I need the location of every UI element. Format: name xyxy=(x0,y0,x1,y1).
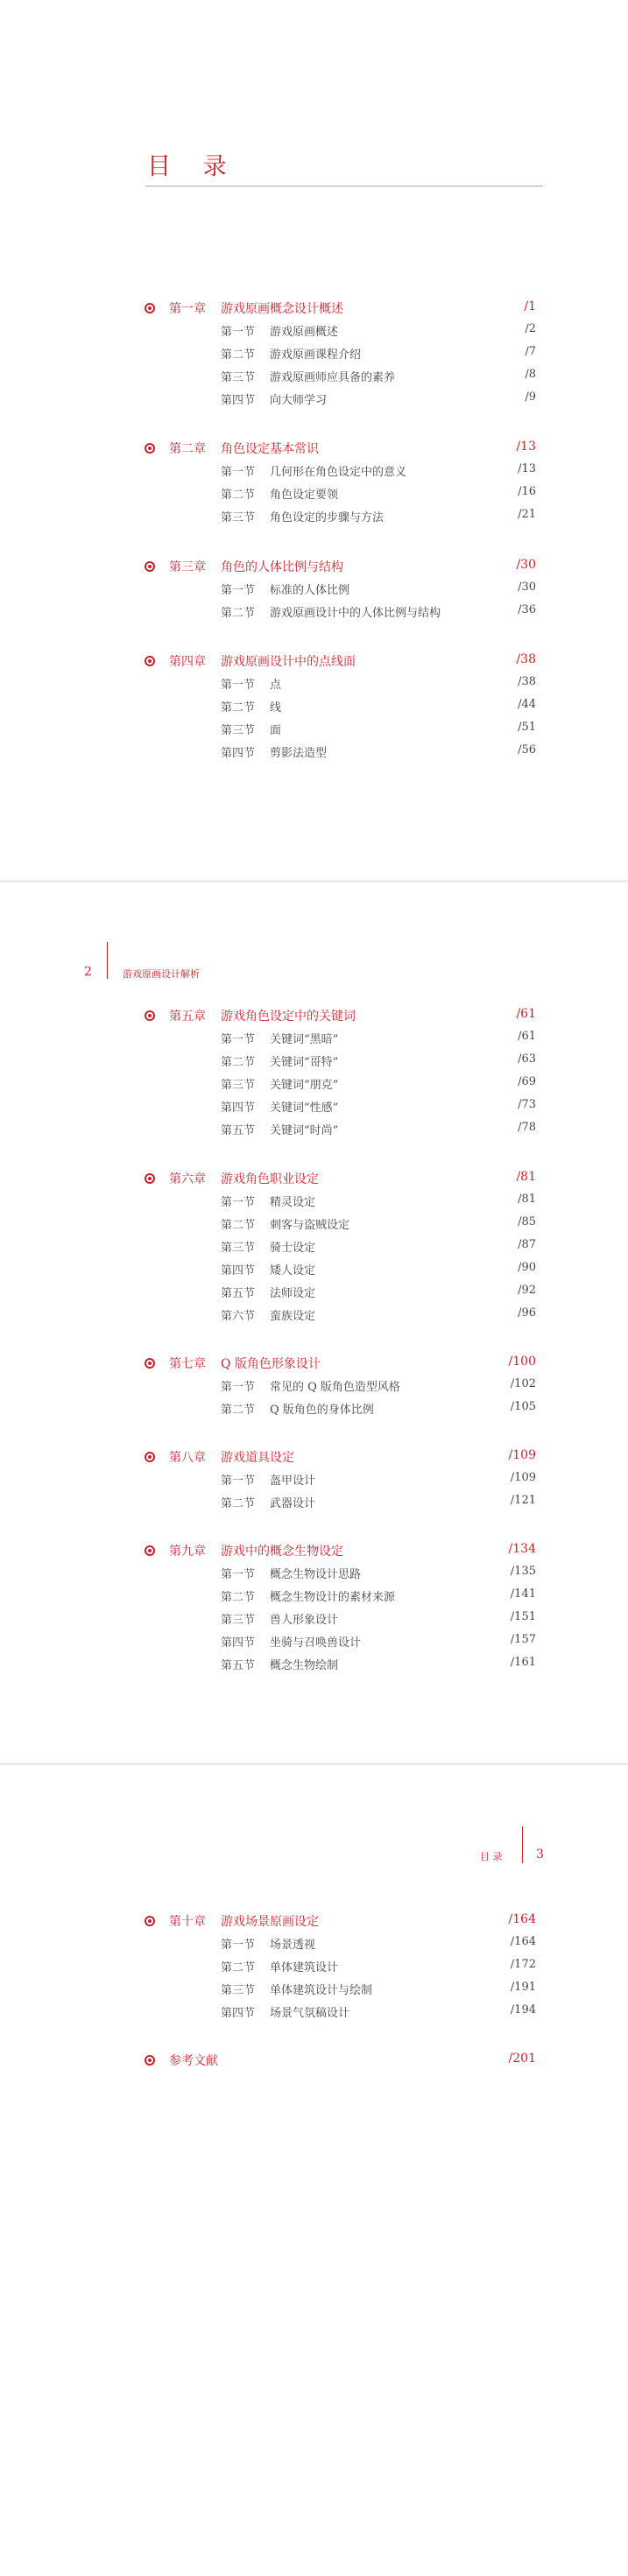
section-page: /157 xyxy=(510,1633,536,1646)
section-page: /164 xyxy=(510,1935,536,1948)
section-title: 游戏原画课程介绍 xyxy=(270,348,362,362)
section-label: 第三节 xyxy=(221,371,256,384)
section-entry[interactable] xyxy=(0,1957,628,1980)
section-label: 第五节 xyxy=(221,1287,256,1300)
section-entry[interactable] xyxy=(0,507,628,530)
section-label: 第一节 xyxy=(221,1033,256,1046)
chapter-label: 第六章 xyxy=(169,1172,206,1186)
section-label: 第三节 xyxy=(221,1614,256,1627)
chapter-bullet-icon xyxy=(145,1010,155,1021)
section-title: 矮人设定 xyxy=(270,1264,316,1277)
section-page: /172 xyxy=(510,1958,536,1971)
section-label: 第三节 xyxy=(221,1984,256,1997)
section-label: 第一节 xyxy=(221,1381,256,1394)
section-label: 第一节 xyxy=(221,584,256,597)
toc-chapter xyxy=(0,299,628,412)
section-label: 第四节 xyxy=(221,2007,256,2020)
section-entry[interactable] xyxy=(0,390,628,412)
chapter-label: 第三章 xyxy=(169,560,206,574)
section-title: 概念生物设计的素材来源 xyxy=(270,1591,396,1604)
chapter-title: 游戏角色职业设定 xyxy=(221,1172,319,1186)
section-title: 线 xyxy=(270,701,282,714)
section-label: 第二节 xyxy=(221,1056,256,1069)
section-label: 第三节 xyxy=(221,1242,256,1255)
section-page: /191 xyxy=(510,1981,536,1994)
toc-chapter xyxy=(0,1169,628,1328)
section-title: 剪影法造型 xyxy=(270,747,328,760)
section-title: 点 xyxy=(270,679,282,692)
chapter-page: /81 xyxy=(516,1170,536,1184)
section-label: 第一节 xyxy=(221,466,256,479)
section-title: 常见的 Q 版角色造型风格 xyxy=(270,1381,400,1394)
chapter-entry[interactable] xyxy=(0,1911,628,1934)
chapter-label: 参考文献 xyxy=(169,2054,218,2068)
section-title: 单体建筑设计与绘制 xyxy=(270,1984,373,1997)
section-title: 武器设计 xyxy=(270,1497,316,1510)
section-page: /21 xyxy=(518,508,536,521)
chapter-bullet-icon xyxy=(145,656,155,666)
section-label: 第二节 xyxy=(221,607,256,620)
chapter-bullet-icon xyxy=(145,303,155,313)
section-entry[interactable] xyxy=(0,1587,628,1609)
running-title: 游戏原画设计解析 xyxy=(123,968,200,980)
section-entry[interactable] xyxy=(0,720,628,743)
header-divider xyxy=(522,1826,523,1863)
section-label: 第二节 xyxy=(221,1219,256,1232)
toc-chapter xyxy=(0,1354,628,1422)
chapter-bullet-icon xyxy=(145,2055,155,2066)
section-page: /44 xyxy=(518,698,536,711)
chapter-title: 游戏原画设计中的点线面 xyxy=(221,655,356,669)
section-title: 蛮族设定 xyxy=(270,1310,316,1323)
section-label: 第四节 xyxy=(221,747,256,760)
chapter-page: /1 xyxy=(524,299,536,313)
section-label: 第一节 xyxy=(221,1196,256,1209)
page-number: 3 xyxy=(536,1848,544,1862)
section-title: 刺客与盗贼设定 xyxy=(270,1219,350,1232)
chapter-title: 游戏道具设定 xyxy=(221,1451,294,1465)
chapter-entry[interactable] xyxy=(0,439,628,461)
chapter-bullet-icon xyxy=(145,443,155,454)
section-page: /85 xyxy=(518,1215,536,1228)
chapter-page: /30 xyxy=(516,558,536,572)
section-label: 第二节 xyxy=(221,701,256,714)
section-title: 盔甲设计 xyxy=(270,1475,316,1488)
toc-chapter xyxy=(0,651,628,765)
section-page: /92 xyxy=(518,1284,536,1297)
section-entry[interactable] xyxy=(0,461,628,484)
section-page: /102 xyxy=(510,1377,536,1390)
section-label: 第二节 xyxy=(221,1591,256,1604)
chapter-page: /164 xyxy=(508,1912,536,1926)
section-label: 第一节 xyxy=(221,679,256,692)
chapter-page: /38 xyxy=(516,652,536,666)
section-entry[interactable] xyxy=(0,344,628,367)
section-entry[interactable] xyxy=(0,1306,628,1328)
section-page: /30 xyxy=(518,581,536,594)
section-page: /61 xyxy=(518,1030,536,1043)
section-page: /16 xyxy=(518,485,536,498)
section-entry[interactable] xyxy=(0,580,628,602)
section-page: /135 xyxy=(510,1565,536,1578)
section-label: 第四节 xyxy=(221,394,256,407)
section-label: 第二节 xyxy=(221,1404,256,1417)
section-entry[interactable] xyxy=(0,1564,628,1587)
chapter-entry[interactable] xyxy=(0,1169,628,1192)
section-label: 第四节 xyxy=(221,1264,256,1277)
chapter-bullet-icon xyxy=(145,1358,155,1369)
section-entry[interactable] xyxy=(0,1052,628,1074)
section-page: /78 xyxy=(518,1121,536,1134)
section-title: 概念生物绘制 xyxy=(270,1659,339,1672)
chapter-label: 第四章 xyxy=(169,655,206,669)
toc-page-3 xyxy=(0,1765,628,2576)
chapter-title: 角色设定基本常识 xyxy=(221,442,319,456)
chapter-label: 第九章 xyxy=(169,1545,206,1559)
section-entry[interactable] xyxy=(0,1632,628,1655)
chapter-title: 游戏原画概念设计概述 xyxy=(221,302,343,316)
chapter-label: 第八章 xyxy=(169,1451,206,1465)
chapter-title: 角色的人体比例与结构 xyxy=(221,560,343,574)
section-title: 场景气氛稿设计 xyxy=(270,2007,350,2020)
chapter-bullet-icon xyxy=(145,1545,155,1556)
chapter-page: /201 xyxy=(508,2052,536,2066)
section-title: 游戏原画师应具备的素养 xyxy=(270,371,396,384)
section-page: /8 xyxy=(525,368,536,381)
chapter-page: /109 xyxy=(508,1448,536,1462)
page-number: 2 xyxy=(84,965,92,979)
chapter-bullet-icon xyxy=(145,1173,155,1184)
section-title: 几何形在角色设定中的意义 xyxy=(270,466,407,479)
toc-chapter xyxy=(0,1911,628,2025)
chapter-label: 第一章 xyxy=(169,302,206,316)
section-page: /109 xyxy=(510,1471,536,1484)
chapter-title: Q 版角色形象设计 xyxy=(221,1357,321,1371)
section-title: 游戏原画概述 xyxy=(270,326,339,339)
chapter-entry[interactable] xyxy=(0,1354,628,1376)
section-title: 场景透视 xyxy=(270,1939,316,1952)
chapter-label: 第五章 xyxy=(169,1010,206,1024)
section-label: 第五节 xyxy=(221,1124,256,1137)
section-title: 坐骑与召唤兽设计 xyxy=(270,1636,362,1650)
section-title: 面 xyxy=(270,724,282,737)
section-page: /2 xyxy=(525,322,536,335)
section-page: /9 xyxy=(525,391,536,404)
section-title: Q 版角色的身体比例 xyxy=(270,1404,374,1417)
section-label: 第三节 xyxy=(221,511,256,524)
section-title: 游戏原画设计中的人体比例与结构 xyxy=(270,607,441,620)
section-page: /7 xyxy=(525,345,536,358)
chapter-entry[interactable] xyxy=(0,299,628,321)
section-entry[interactable] xyxy=(0,1283,628,1306)
section-label: 第三节 xyxy=(221,724,256,737)
chapter-page: /134 xyxy=(508,1542,536,1556)
section-title: 关键词“黑暗” xyxy=(270,1033,339,1046)
section-entry[interactable] xyxy=(0,1980,628,2002)
section-title: 关键词“哥特” xyxy=(270,1056,339,1069)
chapter-title: 游戏角色设定中的关键词 xyxy=(221,1010,356,1024)
chapter-entry[interactable] xyxy=(0,557,628,580)
toc-title: 目 录 xyxy=(147,153,239,180)
section-page: /87 xyxy=(518,1238,536,1251)
section-entry[interactable] xyxy=(0,321,628,344)
section-entry[interactable] xyxy=(0,1192,628,1214)
section-title: 兽人形象设计 xyxy=(270,1614,339,1627)
section-entry[interactable] xyxy=(0,1237,628,1260)
section-page: /36 xyxy=(518,603,536,616)
section-label: 第三节 xyxy=(221,1079,256,1092)
section-entry[interactable] xyxy=(0,1470,628,1493)
section-entry[interactable] xyxy=(0,1029,628,1052)
section-entry[interactable] xyxy=(0,1214,628,1237)
section-title: 关键词“时尚” xyxy=(270,1124,339,1137)
section-entry[interactable] xyxy=(0,1097,628,1120)
section-entry[interactable] xyxy=(0,1609,628,1632)
section-title: 关键词“性感” xyxy=(270,1101,339,1115)
section-label: 第二节 xyxy=(221,489,256,502)
section-entry[interactable] xyxy=(0,1493,628,1516)
section-entry[interactable] xyxy=(0,1376,628,1399)
chapter-label: 第二章 xyxy=(169,442,206,456)
chapter-page: /13 xyxy=(516,440,536,454)
section-page: /13 xyxy=(518,462,536,475)
chapter-entry[interactable] xyxy=(0,651,628,674)
section-entry[interactable] xyxy=(0,602,628,625)
toc-chapter xyxy=(0,1006,628,1143)
section-page: /141 xyxy=(510,1587,536,1601)
chapter-page: /61 xyxy=(516,1007,536,1021)
chapter-label: 第十章 xyxy=(169,1915,206,1929)
section-page: /121 xyxy=(510,1494,536,1507)
section-title: 标准的人体比例 xyxy=(270,584,350,597)
section-title: 角色设定的步骤与方法 xyxy=(270,511,385,524)
chapter-label: 第七章 xyxy=(169,1357,206,1371)
section-page: /90 xyxy=(518,1261,536,1274)
chapter-entry[interactable] xyxy=(0,1541,628,1564)
section-title: 法师设定 xyxy=(270,1287,316,1300)
toc-chapter xyxy=(0,557,628,625)
chapter-entry[interactable] xyxy=(0,1447,628,1470)
section-page: /69 xyxy=(518,1075,536,1088)
section-label: 第五节 xyxy=(221,1659,256,1672)
chapter-bullet-icon xyxy=(145,1916,155,1926)
section-label: 第一节 xyxy=(221,1475,256,1488)
section-label: 第四节 xyxy=(221,1636,256,1650)
toc-chapter xyxy=(0,2051,628,2073)
section-entry[interactable] xyxy=(0,1934,628,1957)
section-entry[interactable] xyxy=(0,743,628,765)
chapter-title: 游戏中的概念生物设定 xyxy=(221,1545,343,1559)
section-title: 关键词“朋克” xyxy=(270,1079,339,1092)
section-page: /56 xyxy=(518,743,536,757)
chapter-title: 游戏场景原画设定 xyxy=(221,1915,319,1929)
section-entry[interactable] xyxy=(0,674,628,697)
section-title: 精灵设定 xyxy=(270,1196,316,1209)
section-title: 向大师学习 xyxy=(270,394,328,407)
section-entry[interactable] xyxy=(0,367,628,390)
section-title: 角色设定要领 xyxy=(270,489,339,502)
section-title: 概念生物设计思路 xyxy=(270,1568,362,1581)
section-title: 骑士设定 xyxy=(270,1242,316,1255)
section-page: /73 xyxy=(518,1098,536,1111)
section-page: /151 xyxy=(510,1610,536,1623)
section-label: 第六节 xyxy=(221,1310,256,1323)
toc-chapter xyxy=(0,1447,628,1516)
section-entry[interactable] xyxy=(0,1074,628,1097)
chapter-entry[interactable] xyxy=(0,2051,628,2073)
section-page: /63 xyxy=(518,1052,536,1066)
section-entry[interactable] xyxy=(0,484,628,507)
title-divider xyxy=(145,186,543,187)
section-title: 单体建筑设计 xyxy=(270,1961,339,1974)
section-page: /194 xyxy=(510,2003,536,2016)
section-label: 第一节 xyxy=(221,1568,256,1581)
chapter-entry[interactable] xyxy=(0,1006,628,1029)
header-divider xyxy=(107,942,108,979)
section-page: /105 xyxy=(510,1400,536,1413)
section-label: 第一节 xyxy=(221,1939,256,1952)
toc-chapter xyxy=(0,439,628,530)
section-page: /38 xyxy=(518,675,536,688)
section-page: /161 xyxy=(510,1656,536,1669)
section-entry[interactable] xyxy=(0,1399,628,1422)
running-title: 目 录 xyxy=(480,1851,503,1862)
toc-chapter xyxy=(0,1541,628,1678)
chapter-bullet-icon xyxy=(145,561,155,572)
section-page: /51 xyxy=(518,721,536,734)
chapter-page: /100 xyxy=(508,1355,536,1369)
section-label: 第四节 xyxy=(221,1101,256,1115)
section-label: 第二节 xyxy=(221,348,256,362)
section-page: /81 xyxy=(518,1193,536,1206)
section-entry[interactable] xyxy=(0,1120,628,1143)
section-label: 第一节 xyxy=(221,326,256,339)
section-page: /96 xyxy=(518,1306,536,1320)
section-label: 第二节 xyxy=(221,1497,256,1510)
section-label: 第二节 xyxy=(221,1961,256,1974)
section-entry[interactable] xyxy=(0,1655,628,1678)
chapter-bullet-icon xyxy=(145,1452,155,1462)
section-entry[interactable] xyxy=(0,697,628,720)
section-entry[interactable] xyxy=(0,1260,628,1283)
section-entry[interactable] xyxy=(0,2002,628,2025)
